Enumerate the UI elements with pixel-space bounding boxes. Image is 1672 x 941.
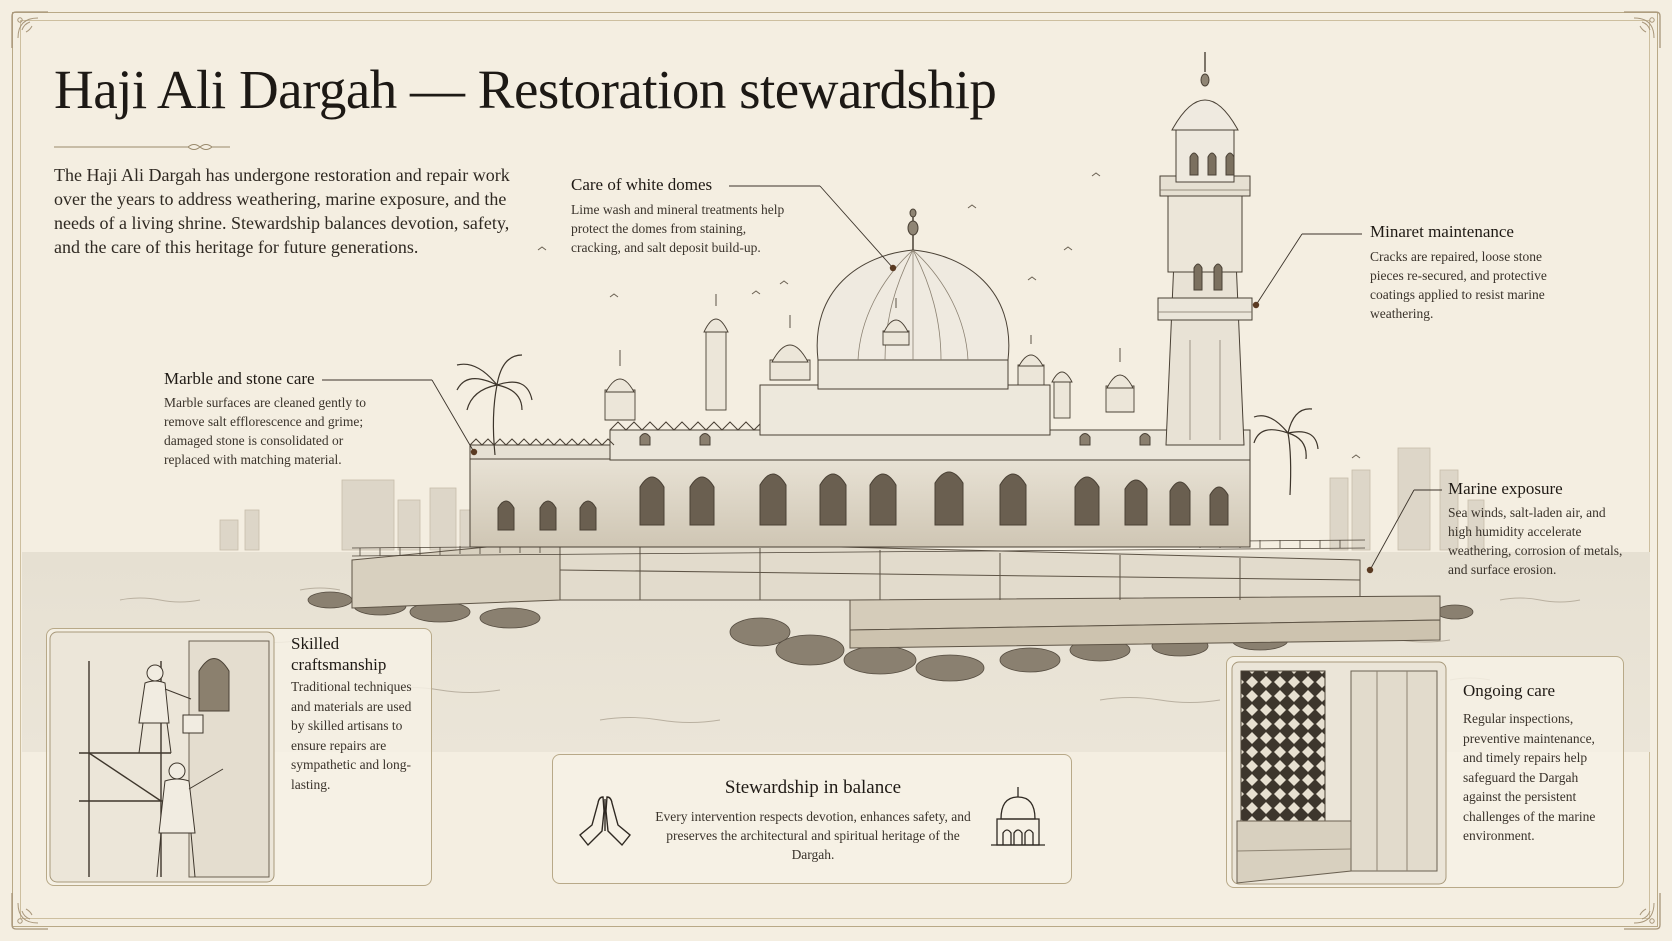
marble-annotation-text: Marble surfaces are cleaned gently to remove salt efflorescence and grime; damaged stone is consolidated or replaced with matching material. <box>164 395 367 467</box>
page-title: Haji Ali Dargah — Restoration stewardship <box>54 59 997 120</box>
marine-annotation-title: Marine exposure <box>1448 479 1563 498</box>
main-dome <box>817 209 1009 389</box>
minaret-annotation-text: Cracks are repaired, loose stone pieces re-secured, and protective coatings applied to resist marine weathering. <box>1370 249 1547 321</box>
ongoing-care-title: Ongoing care <box>1463 681 1556 700</box>
craftsmanship-box <box>46 628 432 886</box>
jali-window-illustration <box>1231 661 1447 885</box>
domes-annotation-title: Care of white domes <box>571 175 713 194</box>
ongoing-care-text: Regular inspections, preventive maintenance, and timely repairs help safeguard the Dargah against the persistent challenges of the marine environment. <box>1463 711 1596 843</box>
minaret-annotation-title: Minaret maintenance <box>1370 222 1514 241</box>
marble-annotation-title: Marble and stone care <box>164 369 315 388</box>
craftsmanship-title: Skilled craftsmanship <box>291 634 387 674</box>
stewardship-box <box>552 754 1072 884</box>
domes-annotation-text: Lime wash and mineral treatments help protect the domes from staining, cracking, and salt deposit build-up. <box>571 202 785 255</box>
dargah-dome-icon <box>983 783 1053 853</box>
intro-paragraph: The Haji Ali Dargah has undergone restoration and repair work over the years to address weathering, marine exposure, and the needs of a living shrine. Stewardship balances devotion, safety, and the care of this heritage for future generations. <box>54 165 510 257</box>
ongoing-care-box <box>1226 656 1624 888</box>
stewardship-text: Every intervention respects devotion, enhances safety, and preserves the architectural and spiritual heritage of the Dargah. <box>655 809 971 862</box>
title-divider <box>54 141 230 153</box>
stewardship-title: Stewardship in balance <box>724 777 902 798</box>
artisans-illustration <box>49 631 275 883</box>
minaret <box>1158 52 1252 445</box>
marine-annotation-text: Sea winds, salt-laden air, and high humidity accelerate weathering, corrosion of metals, and surface erosion. <box>1448 505 1623 577</box>
craftsmanship-text: Traditional techniques and materials are used by skilled artisans to ensure repairs are sympathetic and long-lasting. <box>291 679 412 792</box>
